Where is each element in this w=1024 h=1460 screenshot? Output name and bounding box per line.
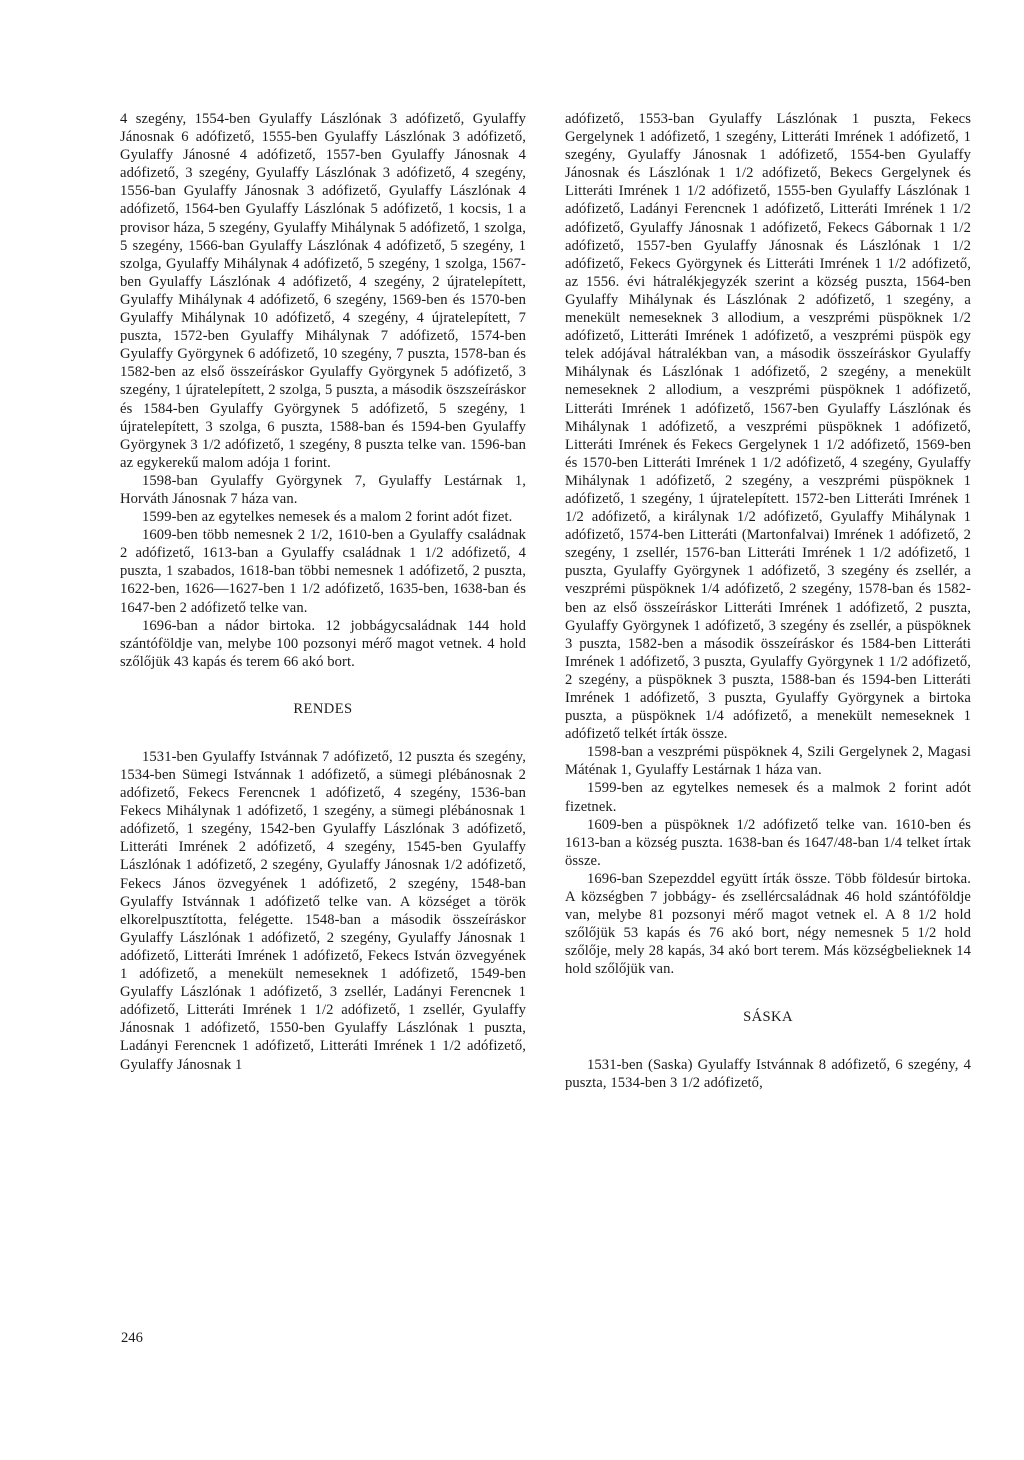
paragraph: 1609-ben a püspöknek 1/2 adófizető telke van. 1610-ben és 1613-ban a község puszta. 1638-ban és 1647/48-ban 1/4 telket írtak össze. [565,816,971,869]
paragraph: 1599-ben az egytelkes nemesek és a malom 2 forint adót fizet. [142,509,513,526]
paragraph: 1696-ban a nádor birtoka. 12 jobbágycsaládnak 144 hold szántóföldje van, melybe 100 pozsonyi mérő magot vetnek. 4 hold szőlőjük 43 kapás és terem 66 akó bort. [120,617,526,670]
paragraph: 1531-ben Gyulaffy Istvánnak 7 adófizető, 12 puszta és szegény, 1534-ben Sümegi Istvánnak 1 adófizető, a sümegi plébánosnak 2 adófizető, Fekecs Ferencnek 1 adófizető, 4 szegény, 1536-ban Fekecs Mihálynak 1 adófizető, 1 szegény, a sümegi plébánosnak 1 adófizető, 1 szegény, 1542-ben Gyulaffy Lászlónak 3 adófizető, Litteráti Imrének 2 adófizető, 4 szegény, 1545-ben Gyulaffy Lászlónak 1 adófizető, 2 szegény, Gyulaffy Jánosnak 1/2 adófizető, Fekecs János özvegyének 1 adófizető, 2 szegény, 1548-ban Gyulaffy Istvánnak 1 adófizető telke van. A községet a török elkorelpusztította, felégette. 1548-ban a második összeíráskor Gyulaffy Lászlónak 1 adófizető, 2 szegény, Gyulaffy Jánosnak 1 adófizető, Litteráti Imrének 1 adófizető, Fekecs István özvegyének 1 adófizető, a menekült nemeseknek 1 adófizető, 1549-ben Gyulaffy Lászlónak 1 adófizető, 3 zsellér, Ladányi Ferencnek 1 adófizető, Litteráti Imrének 1 1/2 adófizető, 1 zsellér, Gyulaffy Jánosnak 1 adófizető, 1550-ben Gyulaffy Lászlónak 1 puszta, Ladányi Ferencnek 1 adófizető, Litteráti Imrének 1 1/2 adófizető, Gyulaffy Jánosnak 1 [120,748,526,1073]
paragraph: 1599-ben az egytelkes nemesek és a malmok 2 forint adót fizetnek. [565,780,971,815]
right-column [565,110,971,1092]
paragraph: adófizető, 1553-ban Gyulaffy Lászlónak 1 puszta, Fekecs Gergelynek 1 adófizető, 1 szegény, Litteráti Imrének 1 adófizető, 1 szegény, Gyulaffy Jánosnak 1 adófizető, 1554-ben Gyulaffy Jánosnak és Lászlónak 1 1/2 adófizető, Bekecs Gergelynek és Litteráti Imrének 1 1/2 adófizető, 1555-ben Gyulaffy Lászlónak 1 adófizető, Ladányi Ferencnek 1 adófizető, Litteráti Imrének 1 1/2 adófizető, Gyulaffy Jánosnak 1 adófizető, Fekecs Gábornak 1 1/2 adófizető, 1557-ben Gyulaffy Jánosnak és Lászlónak 1 1/2 adófizető, Fekecs Györgynek és Litteráti Imrének 1 1/2 adófizető, az 1556. évi hátralékjegyzék szerint a község puszta, 1564-ben Gyulaffy Mihálynak és Lászlónak 2 adófizető, 1 szegény, a menekült nemeseknek 3 allodium, a veszprémi püspöknek 1/2 adófizető, Litteráti Imrének 1 adófizető, a veszprémi püspök egy telek adójával hátralékban van, a második összeíráskor Gyulaffy Mihálynak és Lászlónak 1 adófizető, 2 szegény, a menekült nemeseknek 2 allodium, a veszprémi püspöknek 1 adófizető, Litteráti Imrének 1 adófizető, 1567-ben Gyulaffy Lászlónak és Mihálynak 1 adófizető, a veszprémi püspöknek 1 adófizető, Litteráti Imrének és Fekecs Gergelynek 1 1/2 adófizető, 1569-ben és 1570-ben Litteráti Imrének 1 1/2 adófizető, 4 szegény, Gyulaffy Mihálynak 1 adófizető, 2 szegény, a veszprémi püspöknek 1 adófizető, 1 szegény, 1 újratelepített. 1572-ben Litteráti Imrének 1 1/2 adófizető, a királynak 1/2 adófizető, Gyulaffy Mihálynak 1 adófizető, 1574-ben Litteráti (Martonfalvai) Imrének 1 adófizető, 2 szegény, 1 zsellér, 1576-ban Litteráti Imrének 1 1/2 adófizető, 1 puszta, Gyulaffy Györgynek 1 adófizető, 3 szegény és zsellér, a veszprémi püspöknek 1/4 adófizető, 2 szegény, 1578-ban és 1582-ben az első összeíráskor Litteráti Imrének 1 adófizető, 2 puszta, Gyulaffy Györgynek 1 adófizető, 3 szegény és zsellér, a püspöknek 3 puszta, 1582-ben a második összeíráskor és 1584-ben Litteráti Imrének 1 adófizető, 3 puszta, Gyulaffy Györgynek 1 1/2 adófizető, 2 szegény, a püspöknek 3 puszta, 1588-ban és 1594-ben Litteráti Imrének 1 adófizető, 3 puszta, Gyulaffy Györgynek a birtoka puszta, a püspöknek 1/4 adófizető, a menekült nemeseknek 1 adófizető telkét írták össze. [565,111,971,743]
page-number: 246 [121,1330,143,1346]
section-heading-rendes: RENDES [293,700,353,717]
paragraph: 1598-ban Gyulaffy Györgynek 7, Gyulaffy Lestárnak 1, Horváth Jánosnak 7 háza van. [120,472,526,507]
section-heading-saska: SÁSKA [743,1008,793,1025]
paragraph: 1598-ban a veszprémi püspöknek 4, Szili Gergelynek 2, Magasi Máténak 1, Gyulaffy Lestárnak 1 háza van. [565,744,971,779]
paragraph: 1696-ban Szepezddel együtt írták össze. Több földesúr birtoka. A községben 7 jobbágy- és zsellércsaládnak 46 hold szántóföldje van, melybe 81 pozsonyi mérő magot vetnek el. A 8 1/2 hold szőlőjük 53 kapás és 76 akó bort, négy nemesnek 5 1/2 hold szőlője, mely 28 kapás, 34 akó bort terem. Más községbelieknek 14 hold szőlőjük van. [565,870,971,978]
paragraph: 1531-ben (Saska) Gyulaffy Istvánnak 8 adófizető, 6 szegény, 4 puszta, 1534-ben 3 1/2 adófizető, [565,1056,971,1091]
paragraph: 4 szegény, 1554-ben Gyulaffy Lászlónak 3 adófizető, Gyulaffy Jánosnak 6 adófizető, 1555-ben Gyulaffy Lászlónak 3 adófizető, Gyulaffy Jánosné 4 adófizető, 1557-ben Gyulaffy Jánosnak 4 adófizető, 3 szegény, Gyulaffy Lászlónak 3 adófizető, 4 szegény, 1556-ban Gyulaffy Jánosnak 3 adófizető, Gyulaffy Lászlónak 4 adófizető, 1564-ben Gyulaffy Lászlónak 5 adófizető, 1 kocsis, 1 a provisor háza, 5 szegény, Gyulaffy Mihálynak 5 adófizető, 1 szolga, 5 szegény, 1566-ban Gyulaffy Lászlónak 4 adófizető, 5 szegény, 1 szolga, Gyulaffy Mihálynak 4 adófizető, 5 szegény, 1 szolga, 1567-ben Gyulaffy Lászlónak 4 adófizető, 4 szegény, 2 újratelepített, Gyulaffy Mihálynak 4 adófizető, 6 szegény, 1569-ben és 1570-ben Gyulaffy Mihálynak 10 adófizető, 4 szegény, 4 újratelepített, 7 puszta, 1572-ben Gyulaffy Mihálynak 7 adófizető, 1574-ben Gyulaffy Györgynek 6 adófizető, 10 szegény, 7 puszta, 1578-ban és 1582-ben az első összeíráskor Gyulaffy Györgynek 5 adófizető, 3 szegény, 1 újratelepített, 2 szolga, 5 puszta, a második öszszeíráskor és 1584-ben Gyulaffy Györgynek 5 adófizető, 5 szegény, 1 újratelepített, 3 szolga, 6 puszta, 1588-ban és 1594-ben Gyulaffy Györgynek 3 1/2 adófizető, 1 szegény, 8 puszta telke van. 1596-ban az egykerekű malom adója 1 forint. [120,111,526,471]
paragraph: 1609-ben több nemesnek 2 1/2, 1610-ben a Gyulaffy családnak 2 adófizető, 1613-ban a Gyulaffy családnak 1 1/2 adófizető, 4 puszta, 1 szabados, 1618-ban többi nemesnek 1 adófizető, 2 puszta, 1622-ben, 1626—1627-ben 1 1/2 adófizető, 1635-ben, 1638-ban és 1647-ben 2 adófizető telke van. [120,527,526,616]
left-column [120,110,526,1074]
